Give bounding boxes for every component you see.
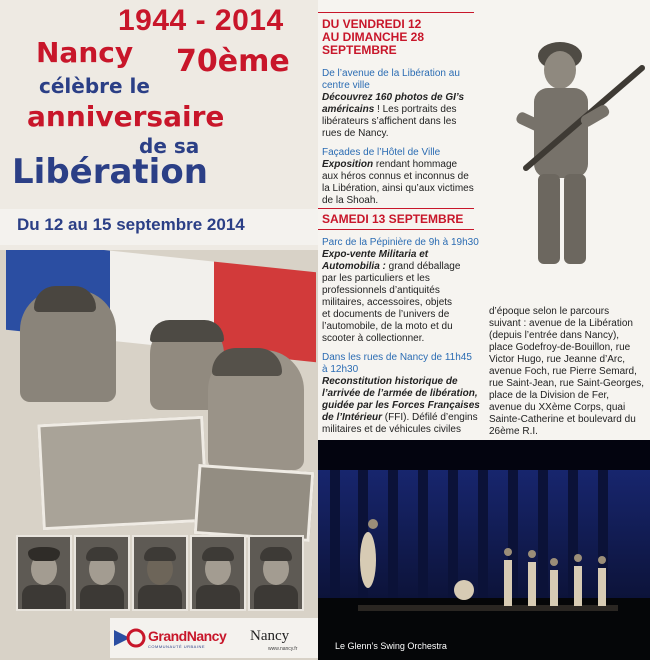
street-scene-photo — [194, 464, 315, 542]
section1-text1: Découvrez 160 photos de GI’s américains ! Les portraits des libérateurs s’affichent dans les rues de Nancy. — [322, 92, 465, 139]
section-rule-3 — [318, 229, 474, 230]
event-dates: Du 12 au 15 septembre 2014 — [17, 215, 245, 234]
portrait-4 — [190, 535, 246, 611]
portrait-3 — [132, 535, 188, 611]
grandnancy-logo: GrandNancy — [148, 628, 227, 644]
section-rule-2 — [318, 208, 474, 209]
hero-nancy: Nancy — [36, 36, 134, 69]
section1-place1: De l’avenue de la Libération au centre ville — [322, 68, 460, 91]
sponsor-logos — [110, 618, 318, 658]
soldier-statue-image — [496, 18, 646, 280]
hero-de-sa: de sa — [139, 134, 200, 158]
portrait-1 — [16, 535, 72, 611]
photo-caption: Le Glenn’s Swing Orchestra — [335, 641, 447, 651]
section1-heading: DU VENDREDI 12 AU DIMANCHE 28 SEPTEMBRE — [322, 17, 425, 57]
section-rule-top — [318, 12, 474, 13]
helmet-shape — [34, 286, 96, 312]
section1-place2: Façades de l’Hôtel de Ville — [322, 147, 441, 158]
cap-shape — [150, 320, 224, 342]
hero-year: 1944 - 2014 — [118, 4, 284, 37]
liberation-logo-icon — [114, 626, 146, 650]
nancy-logo-sub: www.nancy.fr — [268, 646, 298, 652]
nancy-logo: Nancy — [250, 628, 290, 644]
hero-70eme: 70ème — [176, 44, 290, 79]
section2-text2-continued: d’époque selon le parcours suivant : avenue de la Libération (depuis l’entrée dans Nancy), place Godefroy-de-Bouillon, rue Victor Hugo, rue Jeanne d’Arc, avenue Foch, rue Pierre Semard, rue Saint-Jean, rue Saint-Georges, place de la Division de Fer, avenue du XXème Corps, quai Sainte-Catherine et boulevard du 26ème R.I. — [489, 306, 645, 437]
helmet-shape-right — [212, 348, 282, 376]
photo-collage — [0, 250, 318, 660]
section2-place2: Dans les rues de Nancy de 11h45 à 12h30 — [322, 352, 472, 375]
section2-text1: Expo-vente Militaria et Automobilia : grand déballage par les particuliers et les professionnels d’antiquités militaires, accessoires, objets et documents de l’univers de l’automobile, de la moto et du scooter à collectionner. — [322, 249, 461, 344]
section2-text2: Reconstitution historique de l’arrivée de l’armée de libération, guidée par les Forces Françaises de l’Intérieur (FFI). Défilé d’engins militaires et de véhicules civiles — [322, 376, 480, 435]
concert-photo — [318, 440, 650, 660]
grandnancy-logo-sub: COMMUNAUTÉ URBAINE — [148, 644, 206, 649]
section2-heading: SAMEDI 13 SEPTEMBRE — [322, 212, 464, 226]
section2-place1: Parc de la Pépinière de 9h à 19h30 — [322, 237, 479, 248]
hero-anniversaire: anniversaire — [27, 100, 225, 133]
portrait-5 — [248, 535, 304, 611]
section1-text2: Exposition rendant hommage aux héros connus et inconnus de la Libération, ainsi qu’aux victimes de la Shoah. — [322, 159, 474, 206]
portrait-2 — [74, 535, 130, 611]
place-stanislas-photo — [37, 416, 208, 531]
concert-stage-image — [318, 440, 650, 660]
hero-celebre-le: célèbre le — [39, 74, 150, 98]
hero-liberation: Libération — [12, 152, 208, 192]
